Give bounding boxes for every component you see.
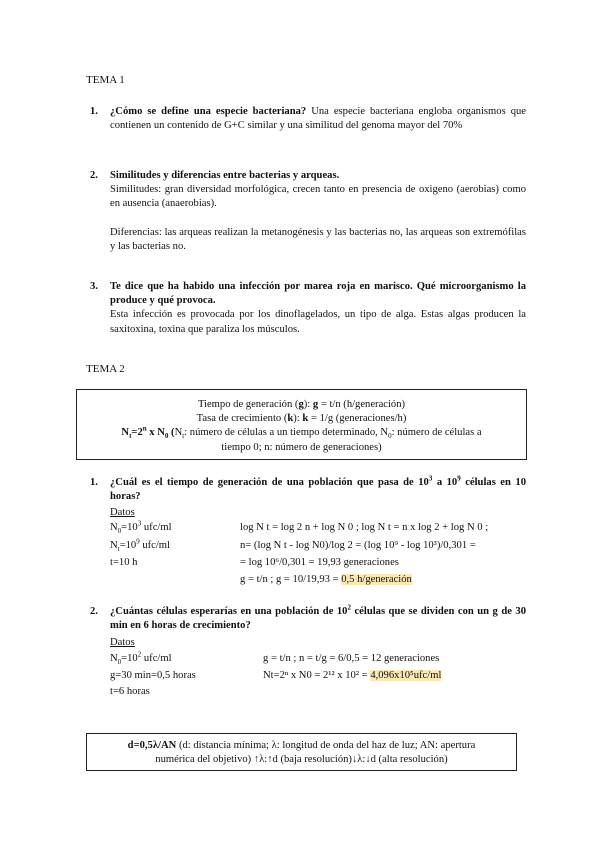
dato-t: t=6 horas xyxy=(110,686,150,697)
calc-line-1: log N t = log 2 n + log N 0 ; log N t = n x log 2 + log N 0 ; xyxy=(240,522,489,533)
question-number: 1. xyxy=(90,477,98,488)
question-2-block xyxy=(110,169,526,254)
section-heading-tema-2: TEMA 2 xyxy=(86,363,125,375)
question-1-block xyxy=(110,105,526,133)
datos-label: Datos xyxy=(110,507,135,518)
highlighted-result: 0,5 h/generación xyxy=(341,574,412,585)
datos-label: Datos xyxy=(110,637,135,648)
question-title: Similitudes y diferencias entre bacterias y arqueas. xyxy=(110,170,340,181)
formula-generation-time: Tiempo de generación (g): g = t/n (h/generación) xyxy=(197,399,406,410)
question-title: ¿Cómo se define una especie bacteriana? xyxy=(110,106,307,117)
answer-similitudes: Similitudes: gran diversidad morfológica, crecen tanto en presencia de oxigeno (aerobias) como en ausencia (anaerobias). xyxy=(110,184,526,210)
calc-line-2: Nt=2ⁿ x N0 = 2¹² x 10² = 4,096x10⁵ufc/ml xyxy=(263,670,442,681)
formula-resolution: d=0,5λ/AN (d: distancia mínima; λ: longitud de onda del haz de luz; AN: apertura xyxy=(127,740,476,751)
dato-n0: $N_0=10^3$ ufc/ml xyxy=(110,519,172,536)
formula-population: $N_t=2^n$ x $N_0$ ($N_t$: número de células a un tiempo determinado, $N_0$: número de células a xyxy=(121,424,482,441)
formula-population-cont: tiempo 0; n: número de generaciones) xyxy=(221,441,382,453)
dato-n0: $N_0=10^2$ ufc/ml xyxy=(110,650,172,667)
formula-box-growth xyxy=(76,389,527,460)
question-number: 2. xyxy=(90,170,98,181)
question-title: ¿Cuántas células esperarías en una población de $10^2$ células que se dividen con un g de 30 min en 6 horas de crecimiento? xyxy=(110,603,526,632)
calc-line-1: g = t/n ; n = t/g = 6/0,5 = 12 generaciones xyxy=(263,653,440,664)
question-answer: Esta infección es provocada por los dinoflagelados, un tipo de alga. Estas algas producen la saxitoxina, toxina que paraliza los músculos. xyxy=(110,309,526,335)
dato-nt: $N_t=10^9$ ufc/ml xyxy=(110,537,170,554)
calc-line-4: g = t/n ; g = 10/19,93 = 0,5 h/generación xyxy=(240,574,412,585)
calc-line-3: = log 10⁶/0,301 = 19,93 generaciones xyxy=(240,557,399,568)
formula-growth-rate: Tasa de crecimiento (k): k = 1/g (generaciones/h) xyxy=(196,413,407,425)
dato-t: t=10 h xyxy=(110,557,138,568)
formula-resolution-cont: numérica del objetivo) ↑λ:↑d (baja resolución)↓λ:↓d (alta resolución) xyxy=(155,754,448,766)
question-number: 1. xyxy=(90,106,98,117)
question-number: 3. xyxy=(90,281,98,292)
tema2-question-2-block xyxy=(110,605,526,633)
question-title: Te dice que ha habido una infección por marea roja en marisco. Qué microorganismo la produce y qué provoca. xyxy=(110,281,526,307)
tema2-question-1-block xyxy=(110,476,526,504)
formula-box-resolution xyxy=(86,733,517,771)
question-title: ¿Cuál es el tiempo de generación de una población que pasa de $10^3$ a $10^9$ células en 10 horas? xyxy=(110,474,526,503)
highlighted-result: 4,096x10⁵ufc/ml xyxy=(370,670,442,681)
dato-g: g=30 min=0,5 horas xyxy=(110,670,196,681)
calc-line-2: n= (log N t - log N0)/log 2 = (log 10⁹ - log 10³)/0,301 = xyxy=(240,540,476,551)
section-heading-tema-1: TEMA 1 xyxy=(86,74,125,86)
answer-diferencias: Diferencias: las arqueas realizan la metanogénesis y las bacterias no, las arqueas son extremófilas y las bacterias no. xyxy=(110,226,526,252)
question-number: 2. xyxy=(90,606,98,617)
question-answer: Una especie bacteriana engloba organismos que contienen un contenido de G+C similar y una similitud del genoma mayor del 70% xyxy=(110,106,526,132)
question-3-block xyxy=(110,280,526,337)
